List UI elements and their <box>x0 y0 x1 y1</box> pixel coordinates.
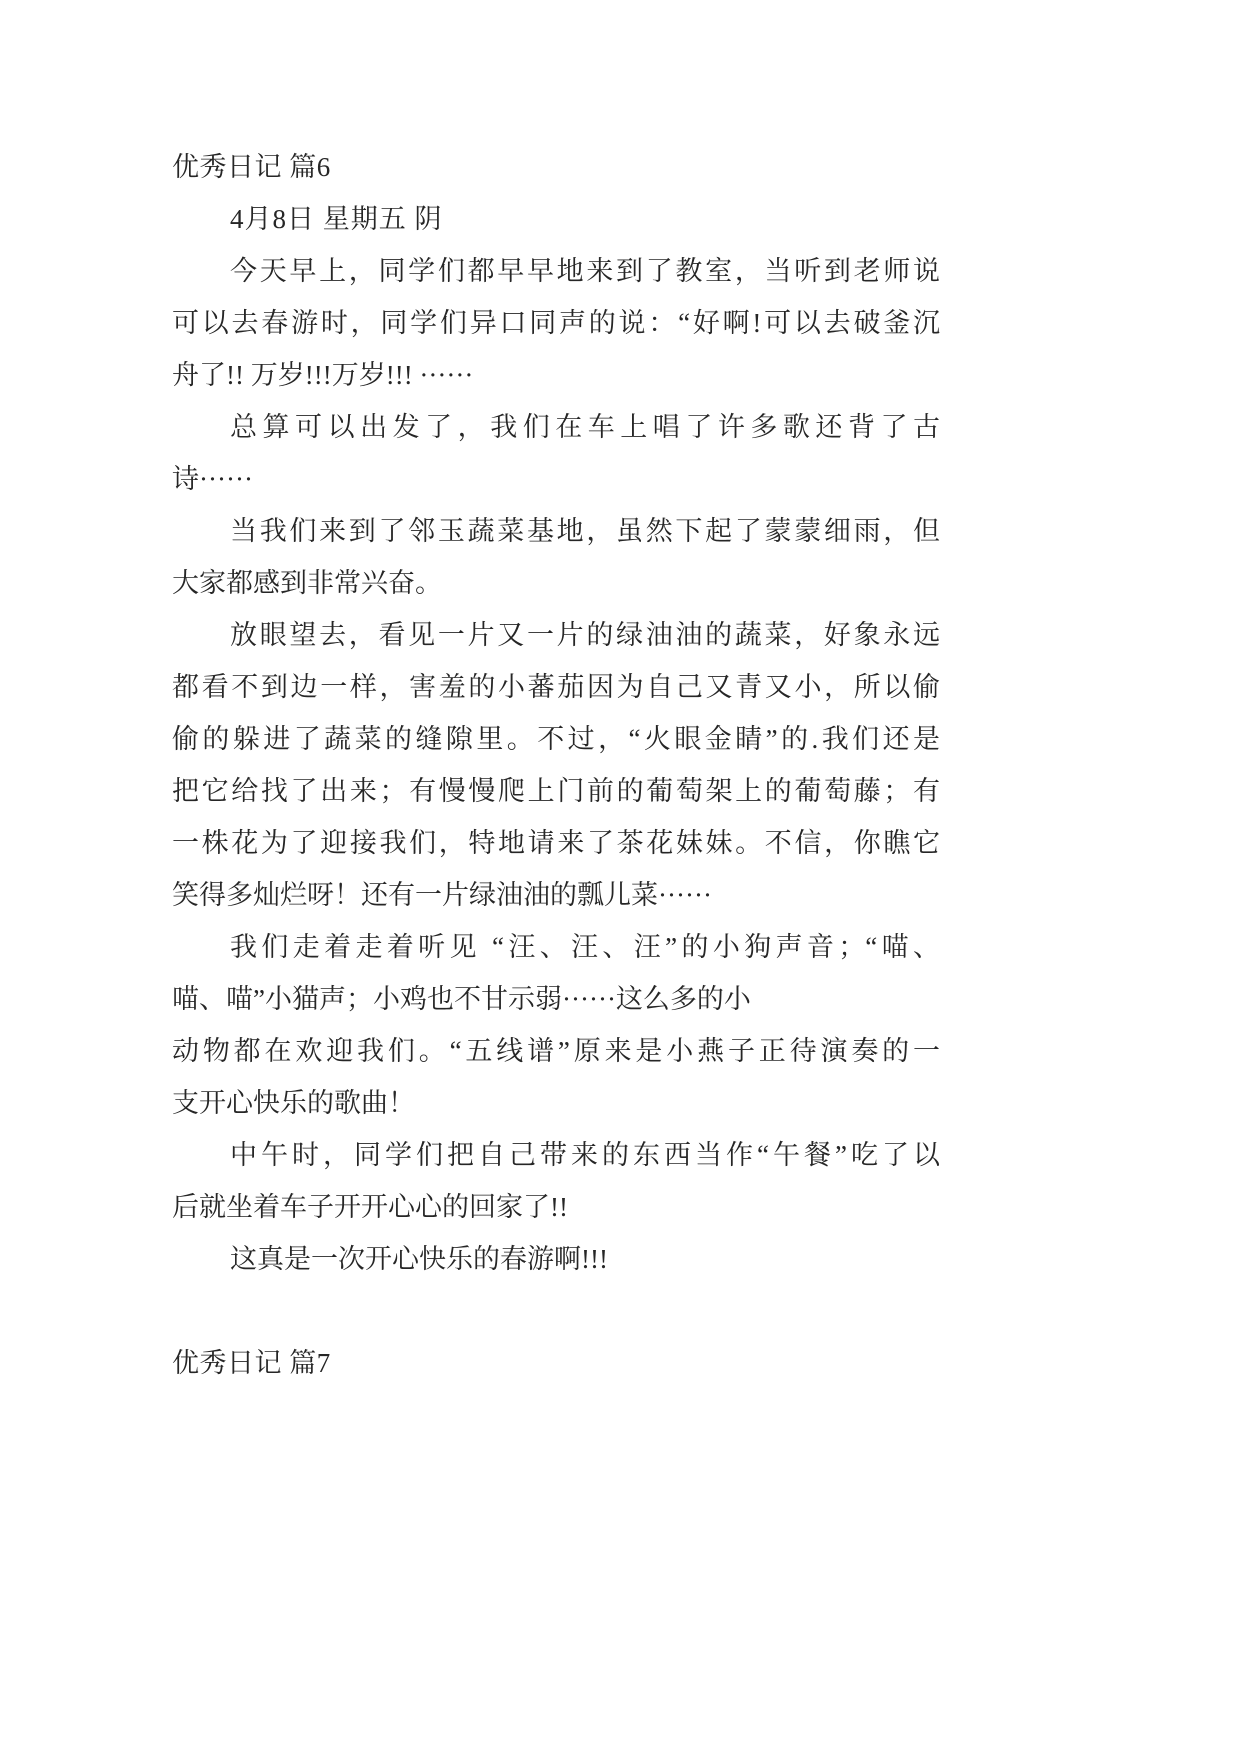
paragraph <box>172 921 940 1129</box>
paragraph-line: 今天早上，同学们都早早地来到了教室，当听到老师说 <box>230 256 940 286</box>
paragraph-line: 可以去春游时，同学们异口同声的说：“好啊!可以去破釜沉 <box>172 308 940 338</box>
paragraph-line: 中午时，同学们把自己带来的东西当作“午餐”吃了以 <box>230 1140 940 1170</box>
paragraph-line: 一株花为了迎接我们，特地请来了茶花妹妹。不信，你瞧它 <box>172 828 940 858</box>
paragraph-line: 放眼望去，看见一片又一片的绿油油的蔬菜，好象永远 <box>230 620 940 650</box>
paragraph-line: 我们走着走着听见 “汪、汪、汪”的小狗声音；“喵、 <box>230 932 940 962</box>
paragraph-line: 笑得多灿烂呀！还有一片绿油油的瓢儿菜······ <box>172 880 712 910</box>
paragraph <box>172 609 940 921</box>
entry-heading: 优秀日记 篇7 <box>172 1348 331 1378</box>
date-line: 4月8日 星期五 阴 <box>230 204 443 234</box>
paragraph-line: 舟了!! 万岁!!!万岁!!! ······ <box>172 360 474 390</box>
paragraph <box>172 1233 940 1285</box>
paragraph-line: 当我们来到了邻玉蔬菜基地，虽然下起了蒙蒙细雨，但 <box>230 516 940 546</box>
document-page <box>172 141 940 1389</box>
paragraph-line: 支开心快乐的歌曲！ <box>172 1088 415 1118</box>
paragraph-line: 把它给找了出来；有慢慢爬上门前的葡萄架上的葡萄藤；有 <box>172 776 940 806</box>
entry-heading: 优秀日记 篇6 <box>172 152 331 182</box>
paragraph-line: 动物都在欢迎我们。“五线谱”原来是小燕子正待演奏的一 <box>172 1036 940 1066</box>
paragraph <box>172 245 940 401</box>
paragraph-line: 诗······ <box>172 464 253 494</box>
paragraph-line: 后就坐着车子开开心心的回家了!! <box>172 1192 568 1222</box>
paragraph <box>172 401 940 505</box>
paragraph-line: 这真是一次开心快乐的春游啊!!! <box>230 1244 608 1274</box>
blank-line <box>172 1285 940 1337</box>
paragraph-line: 偷的躲进了蔬菜的缝隙里。不过，“火眼金睛”的.我们还是 <box>172 724 940 754</box>
paragraph-line: 喵、喵”小猫声；小鸡也不甘示弱······这么多的小 <box>172 984 751 1014</box>
paragraph <box>172 505 940 609</box>
paragraph-line: 总算可以出发了，我们在车上唱了许多歌还背了古 <box>230 412 940 442</box>
paragraph-line: 都看不到边一样，害羞的小蕃茄因为自己又青又小，所以偷 <box>172 672 940 702</box>
paragraph <box>172 1129 940 1233</box>
paragraph-line: 大家都感到非常兴奋。 <box>172 568 442 598</box>
